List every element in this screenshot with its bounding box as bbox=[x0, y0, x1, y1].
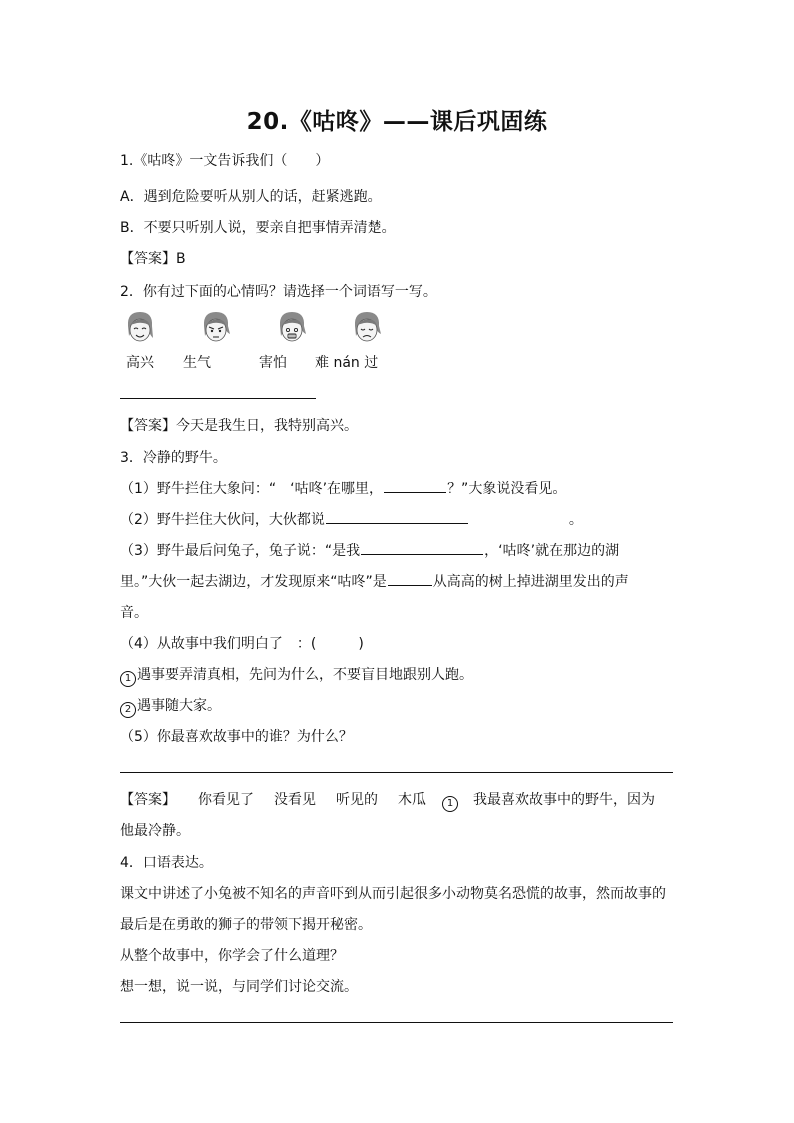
q1-answer: 【答案】B bbox=[120, 251, 186, 267]
q3-option-2-text: 遇事随大家。 bbox=[137, 698, 221, 714]
q3-answer bbox=[120, 789, 655, 812]
q3-answer-label: 【答案】 bbox=[120, 792, 176, 808]
q3-option-1 bbox=[120, 664, 473, 687]
q3-answer-item-4: 木瓜 bbox=[398, 792, 426, 808]
q3-part3-blank-2[interactable] bbox=[388, 571, 432, 586]
q3-answer-tail: 我最喜欢故事中的野牛，因为 bbox=[473, 792, 655, 808]
word-sad: 难 nán 过 bbox=[315, 355, 379, 371]
q3-part3-end: 音。 bbox=[120, 605, 148, 621]
sad-face-icon bbox=[350, 308, 384, 346]
circled-number-1: 1 bbox=[120, 671, 136, 687]
q3-answer-cont: 他最冷静。 bbox=[120, 823, 190, 839]
q3-part4: （4）从故事中我们明白了 ：( ) bbox=[120, 636, 364, 652]
q3-part3-text-b: ，‘咕咚’就在那边的湖 bbox=[484, 543, 620, 559]
page-title: 20.《咕咚》——课后巩固练 bbox=[246, 109, 548, 135]
q3-answer-line[interactable] bbox=[120, 772, 673, 773]
q2-answer-line[interactable] bbox=[120, 398, 316, 399]
q3-part3-blank-1[interactable] bbox=[361, 540, 483, 555]
q3-part2-text: （2）野牛拦住大伙问，大伙都说 bbox=[120, 512, 325, 528]
q3-part3 bbox=[120, 540, 619, 560]
q2-answer: 【答案】今天是我生日，我特别高兴。 bbox=[120, 418, 358, 434]
q3-part1 bbox=[120, 478, 566, 498]
q3-stem: 3．冷静的野牛。 bbox=[120, 450, 227, 466]
q3-part3-text-c: 里。”大伙一起去湖边，才发现原来“咕咚”是 bbox=[120, 574, 387, 590]
q1-option-a: A．遇到危险要听从别人的话，赶紧逃跑。 bbox=[120, 189, 382, 205]
q3-answer-item-3: 听见的 bbox=[336, 792, 378, 808]
q1-stem: 1.《咕咚》一文告诉我们（ ） bbox=[120, 153, 330, 169]
word-angry: 生气 bbox=[183, 355, 211, 371]
q3-answer-item-2: 没看见 bbox=[274, 792, 316, 808]
q3-option-1-text: 遇事要弄清真相，先问为什么，不要盲目地跟别人跑。 bbox=[137, 667, 473, 683]
q3-part1-text-b: ？”大象说没看见。 bbox=[447, 481, 567, 497]
q4-answer-line[interactable] bbox=[120, 1022, 673, 1023]
q3-part2-blank[interactable] bbox=[326, 509, 468, 524]
happy-face-icon bbox=[123, 308, 157, 346]
q3-part1-blank[interactable] bbox=[384, 478, 446, 493]
q3-part1-text-a: （1）野牛拦住大象问：“ ‘咕咚’在哪里， bbox=[120, 481, 384, 497]
q4-text-3: 从整个故事中，你学会了什么道理？ bbox=[120, 948, 344, 964]
scared-face-icon bbox=[275, 308, 309, 346]
word-happy: 高兴 bbox=[126, 355, 154, 371]
q3-part2 bbox=[120, 509, 583, 529]
q3-part3-cont bbox=[120, 571, 629, 591]
circled-number-2: 2 bbox=[120, 702, 136, 718]
q4-stem: 4．口语表达。 bbox=[120, 855, 213, 871]
angry-face-icon bbox=[199, 308, 233, 346]
q3-part3-text-d: 从高高的树上掉进湖里发出的声 bbox=[432, 574, 629, 590]
q3-part3-text-a: （3）野牛最后问兔子，兔子说：“是我 bbox=[120, 543, 361, 559]
q4-text-1: 课文中讲述了小兔被不知名的声音吓到从而引起很多小动物莫名恐慌的故事，然而故事的 bbox=[120, 886, 666, 902]
q4-text-4: 想一想，说一说，与同学们讨论交流。 bbox=[120, 979, 358, 995]
q3-part2-end: 。 bbox=[568, 512, 583, 528]
circled-number-answer: 1 bbox=[442, 796, 458, 812]
q3-part5: （5）你最喜欢故事中的谁？为什么？ bbox=[120, 729, 353, 745]
q3-option-2 bbox=[120, 695, 221, 718]
word-scared: 害怕 bbox=[259, 355, 287, 371]
q4-text-2: 最后是在勇敢的狮子的带领下揭开秘密。 bbox=[120, 917, 372, 933]
q3-answer-item-1: 你看见了 bbox=[198, 792, 254, 808]
q1-option-b: B．不要只听别人说，要亲自把事情弄清楚。 bbox=[120, 220, 396, 236]
q2-stem: 2．你有过下面的心情吗？请选择一个词语写一写。 bbox=[120, 284, 437, 300]
